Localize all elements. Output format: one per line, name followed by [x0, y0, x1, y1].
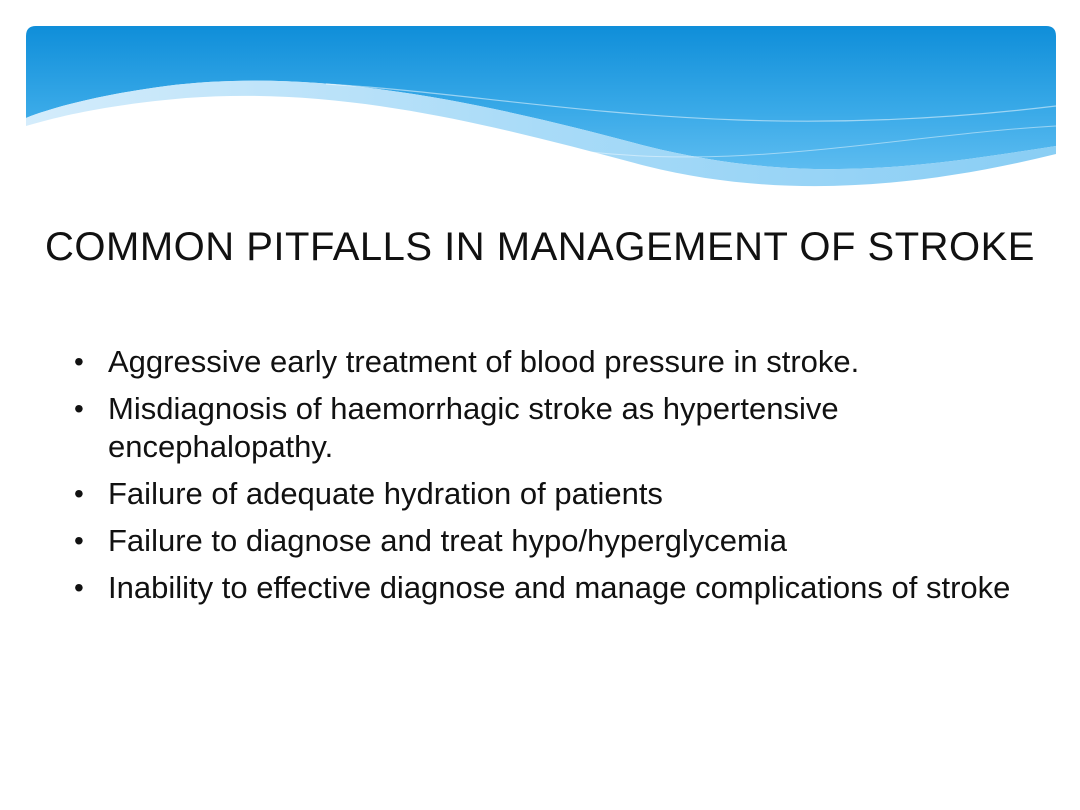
bullet-item: [74, 522, 1034, 560]
bullet-list: [74, 343, 1034, 616]
bullet-icon: •: [74, 346, 84, 377]
bullet-icon: •: [74, 393, 84, 424]
bullet-text: Inability to effective diagnose and manage complications of stroke: [108, 570, 1011, 605]
slide-title: COMMON PITFALLS IN MANAGEMENT OF STROKE: [45, 225, 1035, 269]
bullet-icon: •: [74, 572, 84, 603]
bullet-icon: •: [74, 525, 84, 556]
bullet-item: [74, 343, 1034, 381]
bullet-item: [74, 569, 1034, 607]
bullet-item: [74, 390, 1034, 466]
bullet-text: Failure to diagnose and treat hypo/hyperglycemia: [108, 523, 787, 558]
bullet-item: [74, 475, 1034, 513]
bullet-text: Failure of adequate hydration of patients: [108, 476, 663, 511]
bullet-text: Misdiagnosis of haemorrhagic stroke as hypertensive encephalopathy.: [108, 391, 839, 464]
bullet-text: Aggressive early treatment of blood pressure in stroke.: [108, 344, 860, 379]
bullet-icon: •: [74, 478, 84, 509]
wave-banner: [26, 26, 1056, 196]
